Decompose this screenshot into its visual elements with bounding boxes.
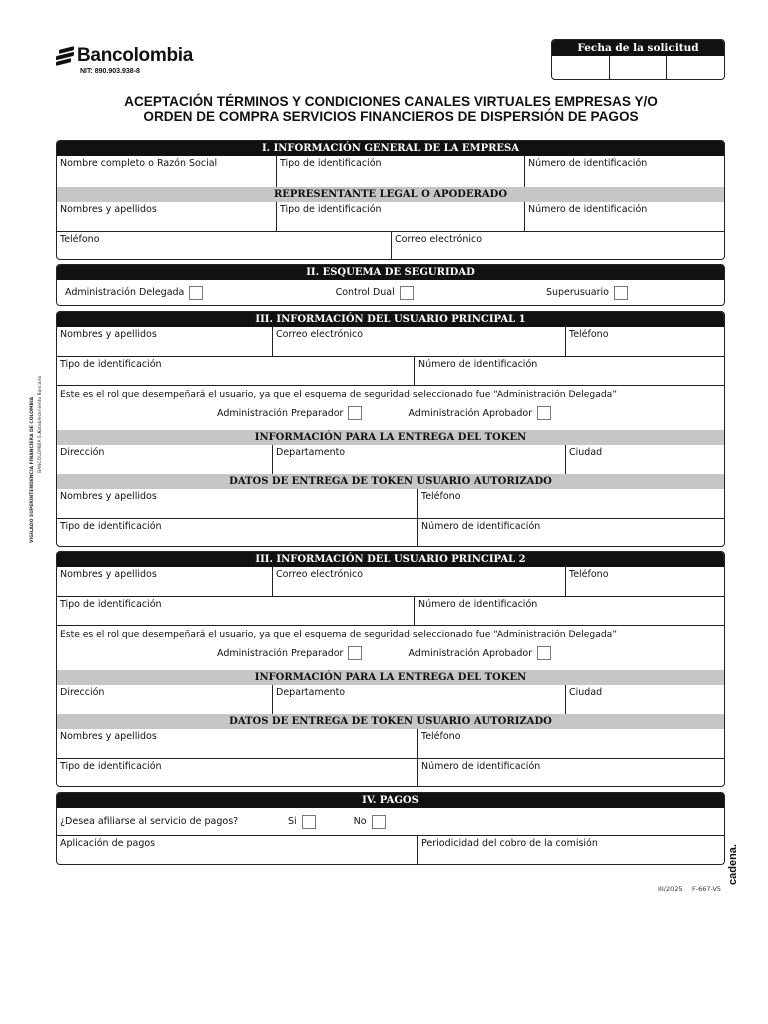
user1-auth-phone-field[interactable]: Teléfono xyxy=(417,489,724,518)
superuser-label: Superusuario xyxy=(545,287,609,298)
section-main-user-1 xyxy=(56,311,725,547)
section-main-user-1-title: III. INFORMACIÓN DEL USUARIO PRINCIPAL 1 xyxy=(57,312,724,327)
user1-id-type-field[interactable]: Tipo de identificación xyxy=(60,359,162,370)
payments-question: ¿Desea afiliarse al servicio de pagos? xyxy=(60,816,239,827)
user2-authorized-title: DATOS DE ENTREGA DE TOKEN USUARIO AUTORIZADO xyxy=(57,714,724,729)
company-id-number-field[interactable]: Número de identificación xyxy=(524,156,724,187)
payments-yes-label: Si xyxy=(288,816,297,827)
user1-city-field[interactable]: Ciudad xyxy=(565,445,724,474)
dual-control-label: Control Dual xyxy=(335,287,395,298)
payments-yes-checkbox[interactable] xyxy=(302,815,316,829)
payment-application-field[interactable]: Aplicación de pagos xyxy=(60,838,156,849)
user2-role-note: Este es el rol que desempeñará el usuario, ya que el esquema de seguridad seleccionado fue “Administración Delegada” xyxy=(60,629,618,640)
user1-approver-label: Administración Aprobador xyxy=(408,407,533,419)
section-company-info-title: I. INFORMACIÓN GENERAL DE LA EMPRESA xyxy=(57,141,724,156)
user2-id-type-field[interactable]: Tipo de identificación xyxy=(60,599,162,610)
company-id-type-field[interactable]: Tipo de identificación xyxy=(276,156,524,187)
user1-authorized-title: DATOS DE ENTREGA DE TOKEN USUARIO AUTORIZADO xyxy=(57,474,724,489)
document-title xyxy=(56,94,726,124)
request-date-box xyxy=(551,39,725,80)
section-payments xyxy=(56,792,725,865)
delegated-admin-checkbox[interactable] xyxy=(189,286,203,300)
commission-periodicity-field[interactable]: Periodicidad del cobro de la comisión xyxy=(417,836,724,864)
user1-address-field[interactable]: Dirección xyxy=(60,447,105,458)
section-main-user-2-title: III. INFORMACIÓN DEL USUARIO PRINCIPAL 2 xyxy=(57,552,724,567)
user2-auth-id-number-field[interactable]: Número de identificación xyxy=(417,759,724,786)
email-field[interactable]: Correo electrónico xyxy=(391,232,724,259)
user1-preparer-checkbox[interactable] xyxy=(348,406,362,420)
legal-representative-title: REPRESENTANTE LEGAL O APODERADO xyxy=(57,187,724,202)
section-security-scheme xyxy=(56,264,725,306)
user2-approver-checkbox[interactable] xyxy=(537,646,551,660)
date-day-field[interactable] xyxy=(552,56,610,80)
user2-email-field[interactable]: Correo electrónico xyxy=(272,567,565,596)
date-year-field[interactable] xyxy=(667,56,724,80)
user2-preparer-label: Administración Preparador xyxy=(217,647,344,659)
side-entity-text: BANCOLOMBIA S.A. xyxy=(38,429,43,473)
side-establishment-text: Establecimiento Bancario xyxy=(38,375,43,433)
section-payments-title: IV. PAGOS xyxy=(57,793,724,808)
rep-name-field[interactable]: Nombres y apellidos xyxy=(60,204,157,215)
superuser-checkbox[interactable] xyxy=(614,286,628,300)
user2-auth-phone-field[interactable]: Teléfono xyxy=(417,729,724,758)
side-regulatory-text xyxy=(30,375,48,543)
user2-phone-field[interactable]: Teléfono xyxy=(565,567,724,596)
user1-id-number-field[interactable]: Número de identificación xyxy=(414,357,724,385)
payments-no-checkbox[interactable] xyxy=(372,815,386,829)
user2-address-field[interactable]: Dirección xyxy=(60,687,105,698)
dual-control-checkbox[interactable] xyxy=(400,286,414,300)
date-month-field[interactable] xyxy=(610,56,668,80)
bancolombia-logo-icon xyxy=(56,48,74,65)
user1-name-field[interactable]: Nombres y apellidos xyxy=(60,329,157,340)
user2-preparer-checkbox[interactable] xyxy=(348,646,362,660)
user2-name-field[interactable]: Nombres y apellidos xyxy=(60,569,157,580)
section-security-scheme-title: II. ESQUEMA DE SEGURIDAD xyxy=(57,265,724,280)
user1-role-note: Este es el rol que desempeñará el usuario, ya que el esquema de seguridad seleccionado fue “Administración Delegada” xyxy=(60,389,618,400)
user2-department-field[interactable]: Departamento xyxy=(272,685,565,714)
request-date-label: Fecha de la solicitud xyxy=(552,40,724,56)
user1-auth-name-field[interactable]: Nombres y apellidos xyxy=(60,491,157,502)
bank-nit: NIT: 890.903.938-8 xyxy=(80,68,140,75)
user1-email-field[interactable]: Correo electrónico xyxy=(272,327,565,356)
bancolombia-logo xyxy=(56,45,193,75)
user1-preparer-label: Administración Preparador xyxy=(217,407,344,419)
footer-date: III/2025 xyxy=(658,885,683,893)
vigilado-text: VIGILADO SUPERINTENDENCIA FINANCIERA DE COLOMBIA xyxy=(30,396,35,543)
phone-field[interactable]: Teléfono xyxy=(60,234,100,245)
document-title-line-1: ACEPTACIÓN TÉRMINOS Y CONDICIONES CANALES VIRTUALES EMPRESAS Y/O xyxy=(124,94,658,109)
user1-auth-id-type-field[interactable]: Tipo de identificación xyxy=(60,521,162,532)
document-title-line-2: ORDEN DE COMPRA SERVICIOS FINANCIEROS DE DISPERSIÓN DE PAGOS xyxy=(143,109,639,124)
user1-approver-checkbox[interactable] xyxy=(537,406,551,420)
user2-auth-id-type-field[interactable]: Tipo de identificación xyxy=(60,761,162,772)
user1-token-title: INFORMACIÓN PARA LA ENTREGA DEL TOKEN xyxy=(57,430,724,445)
user1-department-field[interactable]: Departamento xyxy=(272,445,565,474)
section-company-info xyxy=(56,140,725,260)
user2-approver-label: Administración Aprobador xyxy=(408,647,533,659)
user2-id-number-field[interactable]: Número de identificación xyxy=(414,597,724,625)
user2-city-field[interactable]: Ciudad xyxy=(565,685,724,714)
printer-logo: cadena. xyxy=(727,844,739,885)
rep-id-type-field[interactable]: Tipo de identificación xyxy=(276,202,524,231)
user2-token-title: INFORMACIÓN PARA LA ENTREGA DEL TOKEN xyxy=(57,670,724,685)
delegated-admin-label: Administración Delegada xyxy=(65,287,185,298)
footer-form-code: F-667-V5 xyxy=(692,885,722,893)
bank-name: Bancolombia xyxy=(77,45,193,66)
company-name-field[interactable]: Nombre completo o Razón Social xyxy=(60,158,218,169)
user1-auth-id-number-field[interactable]: Número de identificación xyxy=(417,519,724,546)
section-main-user-2 xyxy=(56,551,725,787)
payments-no-label: No xyxy=(353,816,367,827)
user1-phone-field[interactable]: Teléfono xyxy=(565,327,724,356)
user2-auth-name-field[interactable]: Nombres y apellidos xyxy=(60,731,157,742)
rep-id-number-field[interactable]: Número de identificación xyxy=(524,202,724,231)
